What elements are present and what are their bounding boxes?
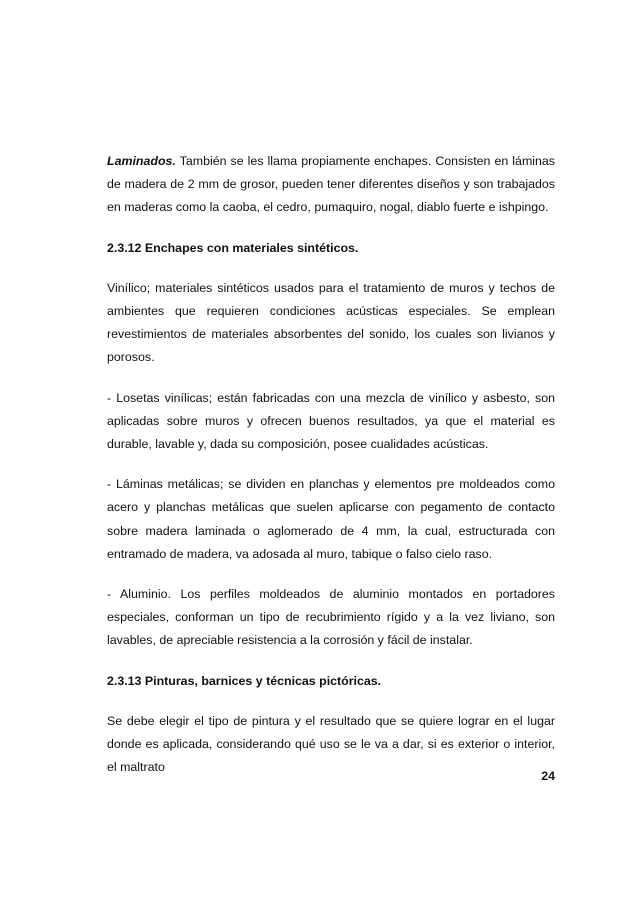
- paragraph-laminados: [107, 150, 555, 220]
- paragraph-text: También se les llama propiamente enchapes. Consisten en láminas de madera de 2 mm de grosor, pueden tener diferentes diseños y son trabajados en maderas como la caoba, el cedro, pumaquiro, nogal, diablo fuerte e ishpingo.: [107, 154, 555, 215]
- paragraph-vinilico: Vinílico; materiales sintéticos usados para el tratamiento de muros y techos de ambientes que requieren condiciones acústicas especiales. Se emplean revestimientos de materiales absorbentes del sonido, los cuales son livianos y porosos.: [107, 280, 555, 365]
- paragraph-pinturas: Se debe elegir el tipo de pintura y el resultado que se quiere lograr en el lugar donde es aplicada, considerando qué uso se le va a dar, si es exterior o interior, el maltrato: [107, 713, 555, 775]
- page-body: [107, 150, 555, 796]
- section-heading-pinturas-barnices: 2.3.13 Pinturas, barnices y técnicas pictóricas.: [107, 673, 382, 688]
- page-number: 24: [541, 769, 555, 783]
- paragraph-losetas-vinilicas: - Losetas vinílicas; están fabricadas con una mezcla de vinílico y asbesto, son aplicadas sobre muros y ofrecen buenos resultados, ya que el material es durable, lavable y, dada su composición, posee cualidades acústicas.: [107, 390, 555, 452]
- paragraph-aluminio: - Aluminio. Los perfiles moldeados de aluminio montados en portadores especiales, conforman un tipo de recubrimiento rígido y a la vez liviano, son lavables, de apreciable resistencia a la corrosión y fácil de instalar.: [107, 587, 555, 648]
- section-heading-enchapes-sinteticos: 2.3.12 Enchapes con materiales sintéticos.: [107, 240, 359, 255]
- paragraph-lead-term: Laminados.: [107, 154, 176, 168]
- paragraph-laminas-metalicas: - Láminas metálicas; se dividen en planchas y elementos pre moldeados como acero y planchas metálicas que suelen aplicarse con pegamento de contacto sobre madera laminada o aglomerado de 4 mm, la cual, estructurada con entramado de madera, va adosada al muro, tabique o falso cielo raso.: [107, 477, 555, 561]
